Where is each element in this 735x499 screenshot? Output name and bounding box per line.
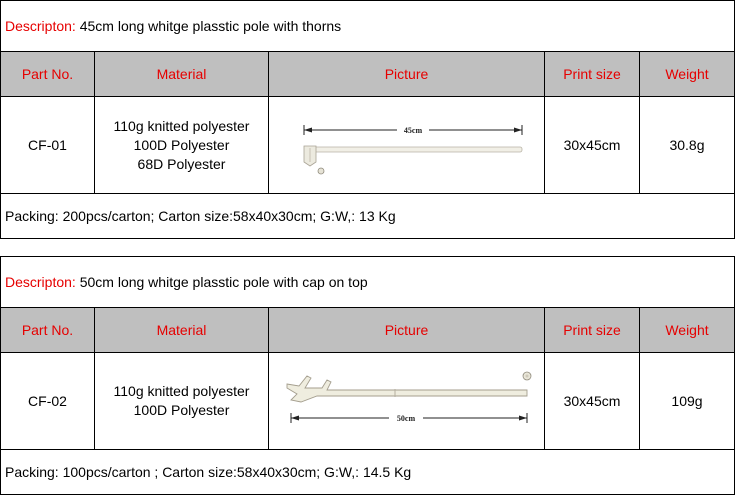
description-label: Descripton: (5, 18, 76, 34)
header-weight: Weight (640, 52, 735, 97)
picture-cell (269, 353, 545, 450)
dimension-label: 50cm (396, 414, 415, 423)
packing-row: Packing: 100pcs/carton ; Carton size:58x40x30cm; G:W,: 14.5 Kg (1, 450, 735, 495)
header-print-size: Print size (545, 308, 640, 353)
weight-cell: 109g (640, 353, 735, 450)
pole-with-cap-image (277, 366, 537, 436)
header-picture: Picture (269, 308, 545, 353)
material-line: 100D Polyester (133, 136, 230, 153)
description-row (1, 257, 735, 308)
description-text: 45cm long whitge plasstic pole with thorns (79, 18, 342, 34)
description-text: 50cm long whitge plasstic pole with cap on top (79, 274, 368, 290)
header-material: Material (95, 52, 269, 97)
material-cell (95, 97, 269, 194)
print-size-cell: 30x45cm (545, 353, 640, 450)
header-material: Material (95, 308, 269, 353)
picture-cell (269, 97, 545, 194)
weight-cell: 30.8g (640, 97, 735, 194)
header-print-size: Print size (545, 52, 640, 97)
material-line: 110g knitted polyester (113, 117, 250, 134)
description-row (1, 1, 735, 52)
pole-with-thorns-image (282, 110, 532, 180)
description-label: Descripton: (5, 274, 76, 290)
material-line: 100D Polyester (133, 402, 230, 418)
material-line: 68D Polyester (137, 155, 226, 172)
packing-row: Packing: 200pcs/carton; Carton size:58x40x30cm; G:W,: 13 Kg (1, 194, 735, 239)
dimension-label: 45cm (403, 126, 422, 135)
header-weight: Weight (640, 308, 735, 353)
material-line: 110g knitted polyester (113, 383, 250, 399)
header-part-no: Part No. (1, 308, 95, 353)
header-picture: Picture (269, 52, 545, 97)
part-no-cell: CF-01 (1, 97, 95, 194)
product-table-2 (0, 256, 735, 495)
print-size-cell: 30x45cm (545, 97, 640, 194)
part-no-cell: CF-02 (1, 353, 95, 450)
material-cell (95, 353, 269, 450)
header-part-no: Part No. (1, 52, 95, 97)
product-table-1 (0, 0, 735, 239)
